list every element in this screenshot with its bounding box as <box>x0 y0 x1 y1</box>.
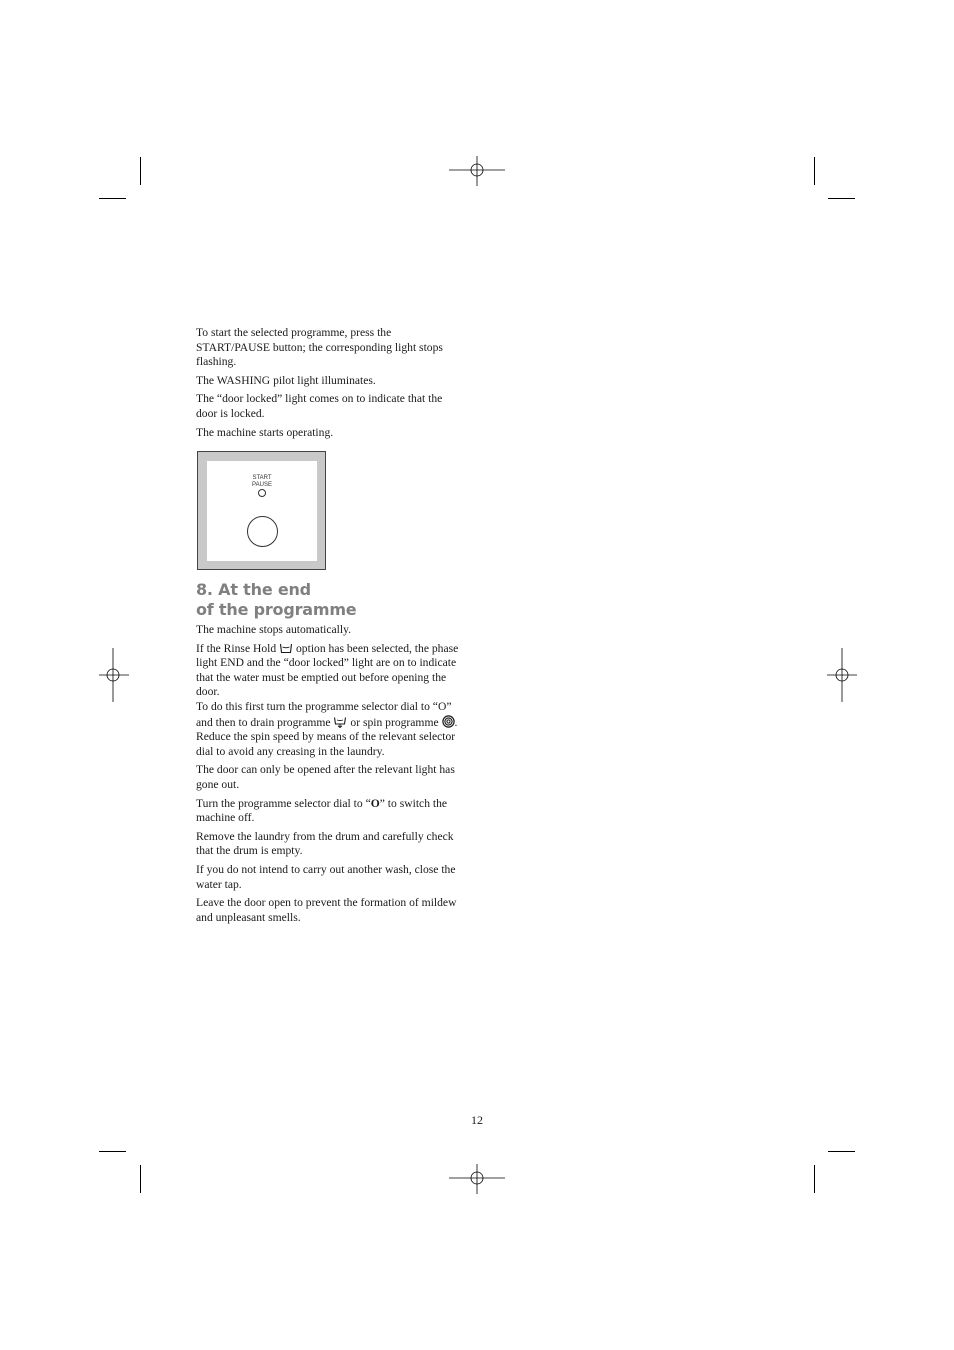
start-pause-panel-illustration <box>197 451 326 570</box>
rinse-hold-icon <box>279 642 293 654</box>
registration-mark-icon <box>827 648 857 702</box>
crop-mark <box>814 1165 815 1193</box>
crop-mark <box>828 1151 855 1152</box>
intro-paragraph: The machine starts operating. <box>196 425 334 439</box>
intro-paragraph: To start the selected programme, press the START/PAUSE button; the corresponding light stops flashing. <box>196 326 443 369</box>
section-paragraph: If you do not intend to carry out another wash, close the water tap. <box>196 862 456 891</box>
spin-icon <box>442 715 455 728</box>
intro-paragraph: The “door locked” light comes on to indicate that the door is locked. <box>196 392 443 420</box>
registration-mark-icon <box>449 156 505 186</box>
section-paragraph: Remove the laundry from the drum and carefully check that the drum is empty. <box>196 829 454 858</box>
section-heading: 8. At the end of the programme <box>196 580 357 619</box>
section-paragraph: If the Rinse Hold option has been selected, the phase light END and the “door locked” light are on to indicate that the water must be emptied out before opening the door. <box>196 641 459 699</box>
page-number: 12 <box>471 1113 483 1127</box>
intro-paragraph: The WASHING pilot light illuminates. <box>196 373 376 387</box>
section-text <box>196 623 466 929</box>
crop-mark <box>814 157 815 185</box>
crop-mark <box>99 198 126 199</box>
start-pause-button <box>247 516 278 547</box>
registration-mark-icon <box>99 648 129 702</box>
section-paragraph: The machine stops automatically. <box>196 623 352 636</box>
crop-mark <box>828 198 855 199</box>
drain-icon <box>333 716 347 728</box>
start-pause-light <box>258 489 266 497</box>
section-paragraph: Turn the programme selector dial to “O” to switch the machine off. <box>196 796 448 825</box>
crop-mark <box>140 157 141 185</box>
panel-face <box>207 461 317 561</box>
section-paragraph: Leave the door open to prevent the formation of mildew and unpleasant smells. <box>196 896 457 924</box>
registration-mark-icon <box>449 1164 505 1194</box>
intro-text <box>196 326 466 444</box>
crop-mark <box>140 1165 141 1193</box>
crop-mark <box>99 1151 126 1152</box>
start-pause-label: START PAUSE <box>252 475 272 488</box>
section-paragraph: To do this first turn the programme selector dial to “O” and then to drain programme or spin programme . Reduce the spin speed by means of the relevant selector dial to avoid any creasing in the laundry. <box>196 699 458 758</box>
section-paragraph: The door can only be opened after the relevant light has gone out. <box>196 763 455 791</box>
